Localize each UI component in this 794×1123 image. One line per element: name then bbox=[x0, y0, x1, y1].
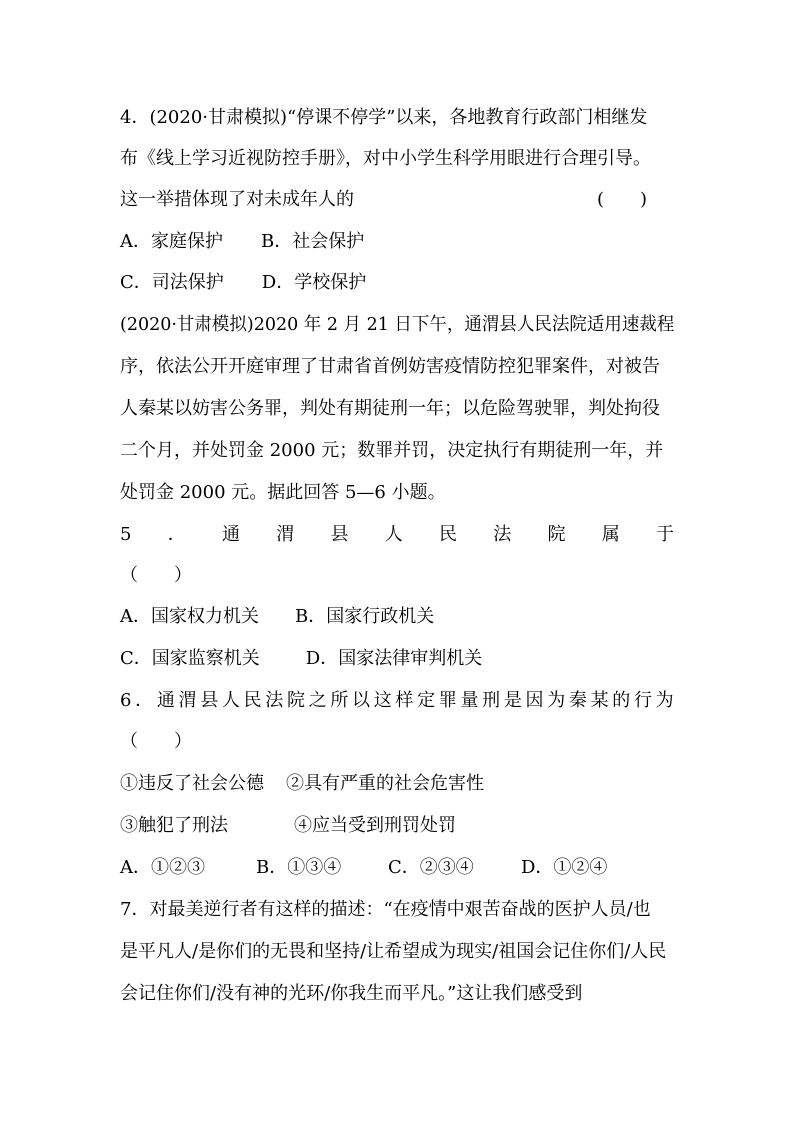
q6-stem-char: 民 bbox=[243, 690, 262, 711]
q6-option-b: B．①③④ bbox=[256, 857, 342, 878]
q5-options-row1 bbox=[120, 606, 434, 628]
q6-stem-char: 渭 bbox=[178, 690, 197, 711]
q6-stem-char: 定 bbox=[417, 690, 436, 711]
q6-stem bbox=[120, 690, 674, 712]
q6-item-2: ②具有严重的社会危害性 bbox=[286, 773, 484, 794]
q6-item-1: ①违反了社会公德 bbox=[120, 773, 264, 794]
q6-stem-char: 县 bbox=[200, 690, 219, 711]
q6-option-d: D．①②④ bbox=[521, 857, 608, 878]
q6-stem-char: 以 bbox=[352, 690, 371, 711]
q4-stem-line1: 4．(2020·甘肃模拟)“停课不停学”以来，各地教育行政部门相继发 bbox=[120, 107, 648, 128]
q4-options-row1 bbox=[120, 231, 364, 253]
material-line2: 序，依法公开开庭审理了甘肃省首例妨害疫情防控犯罪案件，对被告 bbox=[120, 356, 660, 377]
q5-stem bbox=[120, 524, 674, 546]
q6-stem-char: 法 bbox=[265, 690, 284, 711]
q6-stem-char: 样 bbox=[395, 690, 414, 711]
q5-stem-char: 属 bbox=[601, 524, 620, 545]
q6-stem-char: 院 bbox=[286, 690, 305, 711]
q6-stem-char: 某 bbox=[590, 690, 609, 711]
q6-stem-char: 罪 bbox=[438, 690, 457, 711]
q5-option-d: D．国家法律审判机关 bbox=[305, 648, 483, 669]
q4-stem-text: 这一举措体现了对未成年人的 bbox=[120, 189, 354, 210]
q6-stem-char: 为 bbox=[655, 690, 674, 711]
q6-stem-char: 秦 bbox=[568, 690, 587, 711]
q6-items-row1 bbox=[120, 773, 484, 795]
q4-option-d: D．学校保护 bbox=[261, 272, 367, 293]
q5-answer-bracket: （ ） bbox=[120, 565, 192, 586]
q5-stem-char: 县 bbox=[330, 524, 349, 545]
q6-answer-bracket: （ ） bbox=[120, 731, 192, 752]
q5-options-row2 bbox=[120, 648, 482, 670]
q5-stem-char: 法 bbox=[493, 524, 512, 545]
q4-options-row2 bbox=[120, 272, 366, 294]
q4-stem-line3 bbox=[120, 189, 354, 211]
q6-option-a: A．①②③ bbox=[120, 857, 205, 878]
q6-stem-char: 因 bbox=[525, 690, 544, 711]
q5-stem-char: ． bbox=[167, 524, 186, 545]
q6-stem-char: 所 bbox=[330, 690, 349, 711]
q5-option-a: A．国家权力机关 bbox=[120, 606, 259, 627]
q4-stem-line2: 布《线上学习近视防控手册》，对中小学生科学用眼进行合理引导。 bbox=[120, 148, 651, 169]
q5-stem-char: 通 bbox=[221, 524, 240, 545]
q6-stem-char: 为 bbox=[547, 690, 566, 711]
q6-option-c: C．②③④ bbox=[388, 857, 474, 878]
q4-option-b: B．社会保护 bbox=[261, 231, 365, 252]
material-line3: 人秦某以妨害公务罪，判处有期徒刑一年；以危险驾驶罪，判处拘役 bbox=[120, 398, 660, 419]
q6-stem-char: 刑 bbox=[482, 690, 501, 711]
q6-stem-char: 量 bbox=[460, 690, 479, 711]
q5-option-b: B．国家行政机关 bbox=[295, 606, 435, 627]
q6-item-3: ③触犯了刑法 bbox=[120, 815, 228, 836]
q5-stem-char: 民 bbox=[438, 524, 457, 545]
q5-stem-char: 人 bbox=[384, 524, 403, 545]
q6-stem-char: 通 bbox=[156, 690, 175, 711]
q6-stem-char: 的 bbox=[612, 690, 631, 711]
q6-stem-char: 之 bbox=[308, 690, 327, 711]
q6-items-row2 bbox=[120, 815, 456, 837]
q6-stem-char: ． bbox=[135, 690, 154, 711]
material-line4: 二个月，并处罚金 2000 元；数罪并罚，决定执行有期徒刑一年，并 bbox=[120, 440, 664, 461]
q6-stem-char: 行 bbox=[633, 690, 652, 711]
q6-item-4: ④应当受到刑罚处罚 bbox=[294, 815, 456, 836]
material-line5: 处罚金 2000 元。据此回答 5—6 小题。 bbox=[120, 482, 446, 503]
q5-option-c: C．国家监察机关 bbox=[120, 648, 260, 669]
q7-stem-line3: 会记住你们/没有神的光环/你我生而平凡。”这让我们感受到 bbox=[120, 983, 583, 1004]
q7-stem-line2: 是平凡人/是你们的无畏和坚持/让希望成为现实/祖国会记住你们/人民 bbox=[120, 941, 667, 962]
q6-stem-char: 是 bbox=[503, 690, 522, 711]
q6-stem-char: 人 bbox=[221, 690, 240, 711]
material-line1: (2020·甘肃模拟)2020 年 2 月 21 日下午，通渭县人民法院适用速裁程 bbox=[120, 314, 675, 335]
q5-stem-char: 于 bbox=[655, 524, 674, 545]
q5-stem-char: 院 bbox=[547, 524, 566, 545]
q5-stem-char: 渭 bbox=[276, 524, 295, 545]
q6-stem-char: 6 bbox=[120, 690, 132, 711]
q7-stem-line1: 7．对最美逆行者有这样的描述：“在疫情中艰苦奋战的医护人员/也 bbox=[120, 899, 651, 920]
q4-option-c: C．司法保护 bbox=[120, 272, 224, 293]
q4-option-a: A．家庭保护 bbox=[120, 231, 223, 252]
q4-answer-bracket: ( ) bbox=[597, 189, 648, 210]
q5-stem-char: 5 bbox=[120, 524, 132, 545]
q6-options-row bbox=[120, 857, 607, 879]
q6-stem-char: 这 bbox=[373, 690, 392, 711]
